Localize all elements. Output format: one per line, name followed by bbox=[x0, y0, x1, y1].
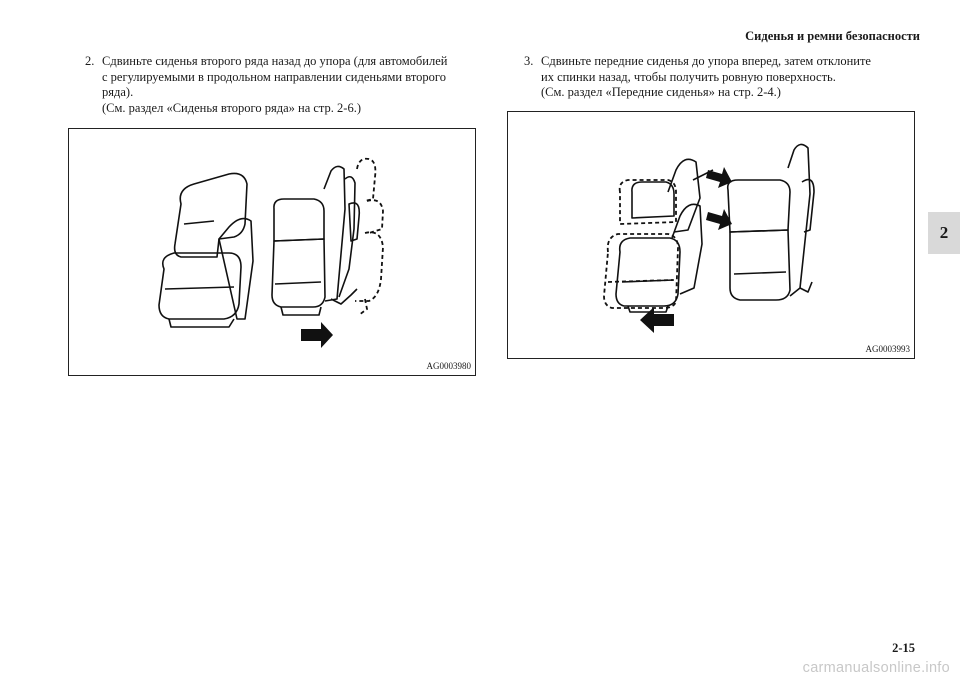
arrow-left-icon bbox=[640, 307, 674, 333]
chapter-number: 2 bbox=[939, 223, 949, 242]
step-line: Сдвиньте сиденья второго ряда назад до упора (для автомобилей bbox=[102, 54, 448, 68]
step-line: с регулируемыми в продольном направлении сиденьями второго bbox=[102, 69, 446, 84]
step-number: 3. bbox=[524, 54, 534, 68]
running-header: Сиденья и ремни безопасности bbox=[745, 29, 920, 43]
step-line: ряда). bbox=[102, 85, 134, 99]
step-line: (См. раздел «Передние сиденья» на стр. 2-4.) bbox=[541, 85, 781, 99]
seat-illustration bbox=[69, 129, 477, 377]
chapter-tab bbox=[928, 212, 960, 254]
step-line: их спинки назад, чтобы получить ровную поверхность. bbox=[541, 69, 836, 84]
figure-second-row-seats bbox=[68, 128, 476, 376]
seat-illustration bbox=[508, 112, 916, 360]
figure-front-seats bbox=[507, 111, 915, 359]
watermark: carmanualsonline.info bbox=[802, 660, 950, 676]
step-3 bbox=[524, 54, 924, 101]
step-line: Сдвиньте передние сиденья до упора вперед, затем отклоните bbox=[541, 54, 871, 68]
figure-code: AG0003980 bbox=[426, 361, 471, 371]
step-number: 2. bbox=[85, 54, 95, 68]
arrow-right-icon bbox=[301, 322, 333, 348]
figure-code: AG0003993 bbox=[865, 344, 910, 354]
arrow-recline-icon bbox=[706, 209, 732, 230]
step-2 bbox=[85, 54, 485, 116]
page-number: 2-15 bbox=[892, 641, 915, 655]
step-line: (См. раздел «Сиденья второго ряда» на стр. 2-6.) bbox=[102, 100, 361, 115]
